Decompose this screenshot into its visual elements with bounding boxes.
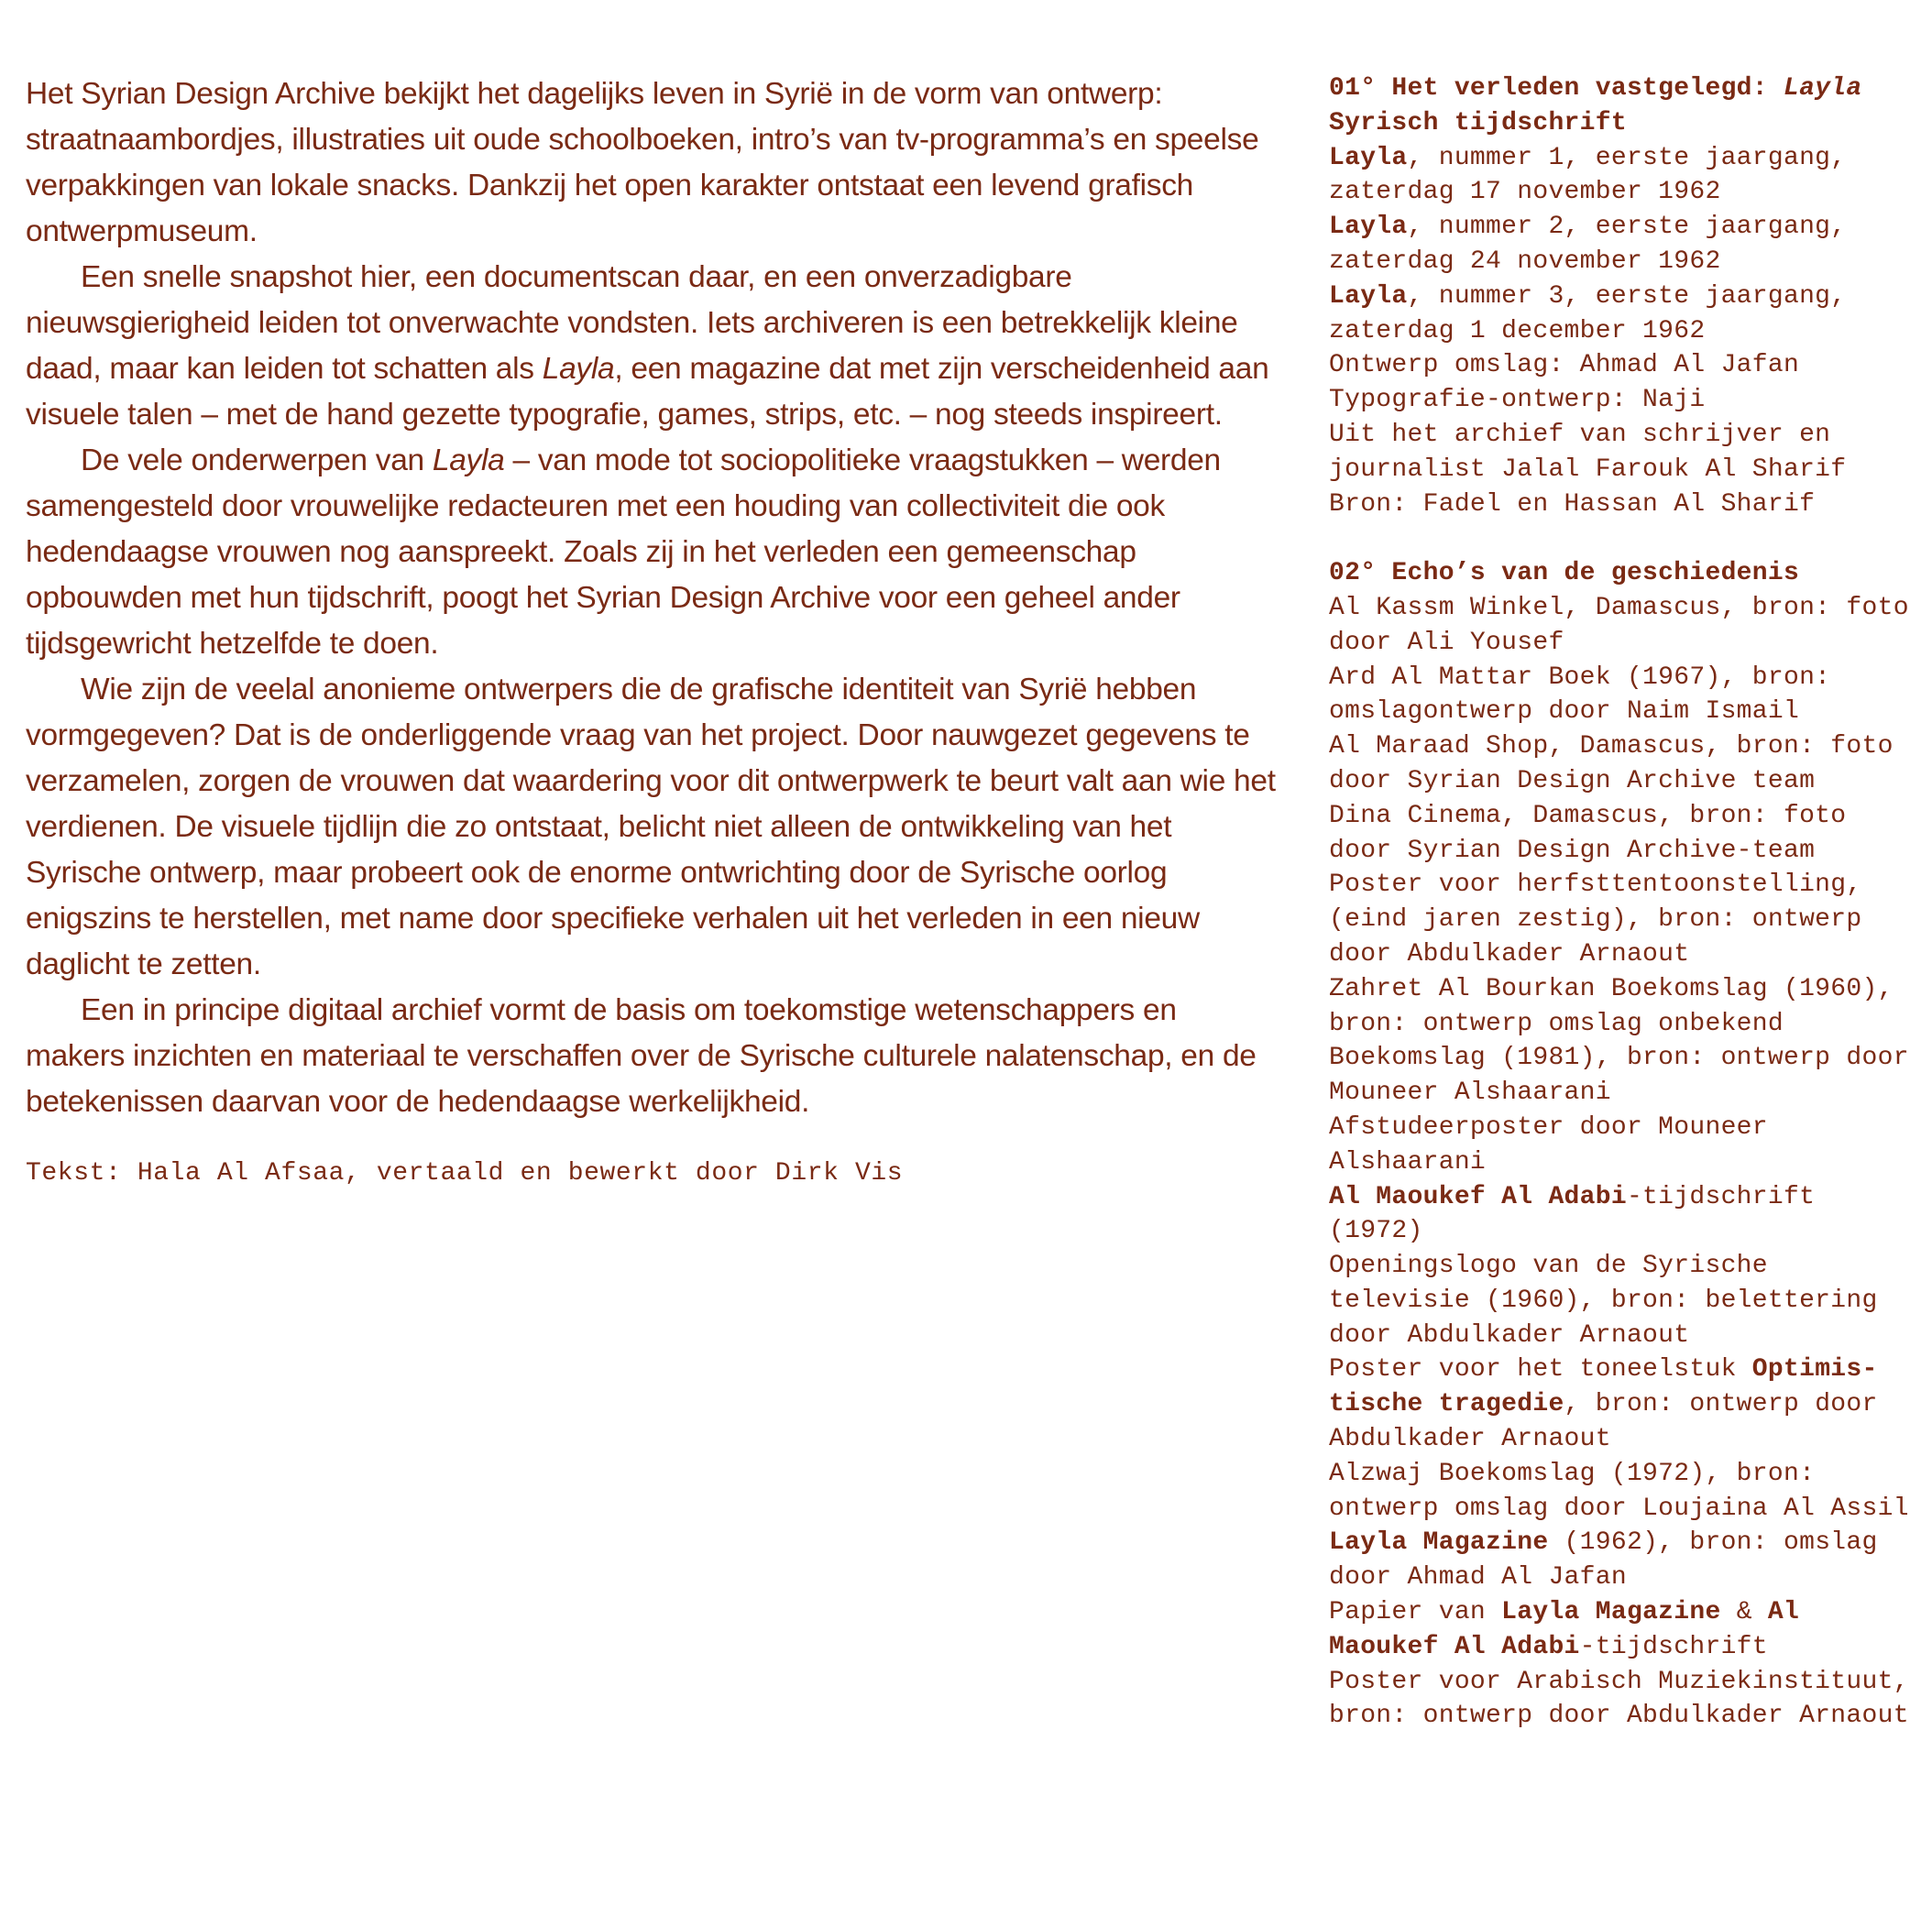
caption-entry: Alzwaj Boekomslag (1972), bron: ontwerp omslag door Loujaina Al Assil <box>1329 1459 1909 1523</box>
caption-entry: Poster voor het toneelstuk Optimistische tragedie, bron: ontwerp door Abdulkader Arnaout <box>1329 1355 1878 1454</box>
caption-entry: Openingslogo van de Syrische televisie (1960), bron: belettering door Abdulkader Arnaout <box>1329 1252 1878 1350</box>
caption-entry: Layla Magazine (1962), bron: omslag door Ahmad Al Jafan <box>1329 1528 1878 1593</box>
paragraph-3: De vele onderwerpen van Layla – van mode tot sociopolitieke vraagstukken – werden samengesteld door vrouwelijke redacteuren met een houding van collectiviteit die ook hedendaagse vrouwen nog aanspreekt. Zoals zij in het verleden een gemeenschap opbouwden met hun tijdschrift, poogt het Syrian Design Archive voor een geheel ander tijdsgewricht hetzelfde te doen. <box>26 443 1221 661</box>
layla-title: Layla <box>542 352 615 386</box>
caption-section-1 <box>1329 71 1916 521</box>
caption-entry: Papier van Layla Magazine & Al Maoukef Al Adabi-tijdschrift <box>1329 1598 1800 1661</box>
caption-entry: Al Kassm Winkel, Damascus, bron: foto door Ali Yousef <box>1329 593 1909 657</box>
caption-entry: Poster voor herfsttentoonstelling, (eind jaren zestig), bron: ontwerp door Abdulkader Arnaout <box>1329 870 1862 969</box>
caption-entry: Al Maoukef Al Adabi-tijdschrift (1972) <box>1329 1182 1816 1246</box>
paragraph-1: Het Syrian Design Archive bekijkt het dagelijks leven in Syrië in de vorm van ontwerp: straatnaambordjes, illustraties uit oude schoolboeken, intro’s van tv-programma’s en speelse verpakkingen van lokale snacks. Dankzij het open karakter ontstaat een levend grafisch ontwerpmuseum. <box>26 77 1259 248</box>
text-credit: Tekst: Hala Al Afsaa, vertaald en bewerkt door Dirk Vis <box>26 1159 904 1188</box>
caption-entry: Layla, nummer 3, eerste jaargang, zaterdag 1 december 1962 <box>1329 281 1847 345</box>
caption-entry: Layla, nummer 2, eerste jaargang, zaterdag 24 november 1962 <box>1329 213 1847 276</box>
caption-entry: Ontwerp omslag: Ahmad Al Jafan <box>1329 351 1800 380</box>
section-title: 02° Echo’s van de geschiedenis <box>1329 559 1800 588</box>
caption-entry: Al Maraad Shop, Damascus, bron: foto door Syrian Design Archive team <box>1329 732 1894 795</box>
caption-entry: Ard Al Mattar Boek (1967), bron: omslagontwerp door Naim Ismail <box>1329 662 1831 727</box>
caption-entry: Poster voor Arabisch Muziekinstituut, bron: ontwerp door Abdulkader Arnaout <box>1329 1667 1909 1731</box>
caption-entry: Dina Cinema, Damascus, bron: foto door Syrian Design Archive-team <box>1329 801 1847 865</box>
caption-entry: Zahret Al Bourkan Boekomslag (1960), bron: ontwerp omslag onbekend <box>1329 974 1894 1038</box>
caption-entry: Afstudeerposter door Mouneer Alshaarani <box>1329 1112 1768 1177</box>
paragraph-4: Wie zijn de veelal anonieme ontwerpers die de grafische identiteit van Syrië hebben vormgegeven? Dat is de onderliggende vraag van het project. Door nauwgezet gegevens te verzamelen, zorgen de vrouwen dat waardering voor dit ontwerpwerk te beurt valt aan wie het verdienen. De visuele tijdlijn die zo ontstaat, belicht niet alleen de ontwikkeling van het Syrische ontwerp, maar probeert ook de enorme ontwrichting door de Syrische oorlog enigszins te herstellen, met name door specifieke verhalen uit het verleden in een nieuw daglicht te zetten. <box>26 673 1276 981</box>
caption-entry: Boekomslag (1981), bron: ontwerp door Mouneer Alshaarani <box>1329 1044 1909 1108</box>
section-title: 01° Het verleden vastgelegd: Layla Syrisch tijdschrift <box>1329 74 1862 137</box>
caption-section-2 <box>1329 556 1916 1734</box>
caption-entry: Layla, nummer 1, eerste jaargang, zaterdag 17 november 1962 <box>1329 143 1847 207</box>
caption-entry: Bron: Fadel en Hassan Al Sharif <box>1329 489 1816 519</box>
paragraph-5: Een in principe digitaal archief vormt de basis om toekomstige wetenschappers en makers inzichten en materiaal te verschaffen over de Syrische culturele nalatenschap, en de betekenissen daarvan voor de hedendaagse werkelijkheid. <box>26 993 1257 1119</box>
caption-entry: Typografie-ontwerp: Naji <box>1329 386 1706 415</box>
layla-title: Layla <box>432 443 505 477</box>
sidebar-captions <box>1329 71 1916 1734</box>
paragraph-2: Een snelle snapshot hier, een documentscan daar, en een onverzadigbare nieuwsgierigheid leiden tot onverwachte vondsten. Iets archiveren is een betrekkelijk kleine daad, maar kan leiden tot schatten als Layla, een magazine dat met zijn verscheidenheid aan visuele talen – met de hand gezette typografie, games, strips, etc. – nog steeds inspireert. <box>26 260 1269 432</box>
caption-entry: Uit het archief van schrijver en journalist Jalal Farouk Al Sharif <box>1329 420 1847 484</box>
main-article <box>26 71 1277 1191</box>
